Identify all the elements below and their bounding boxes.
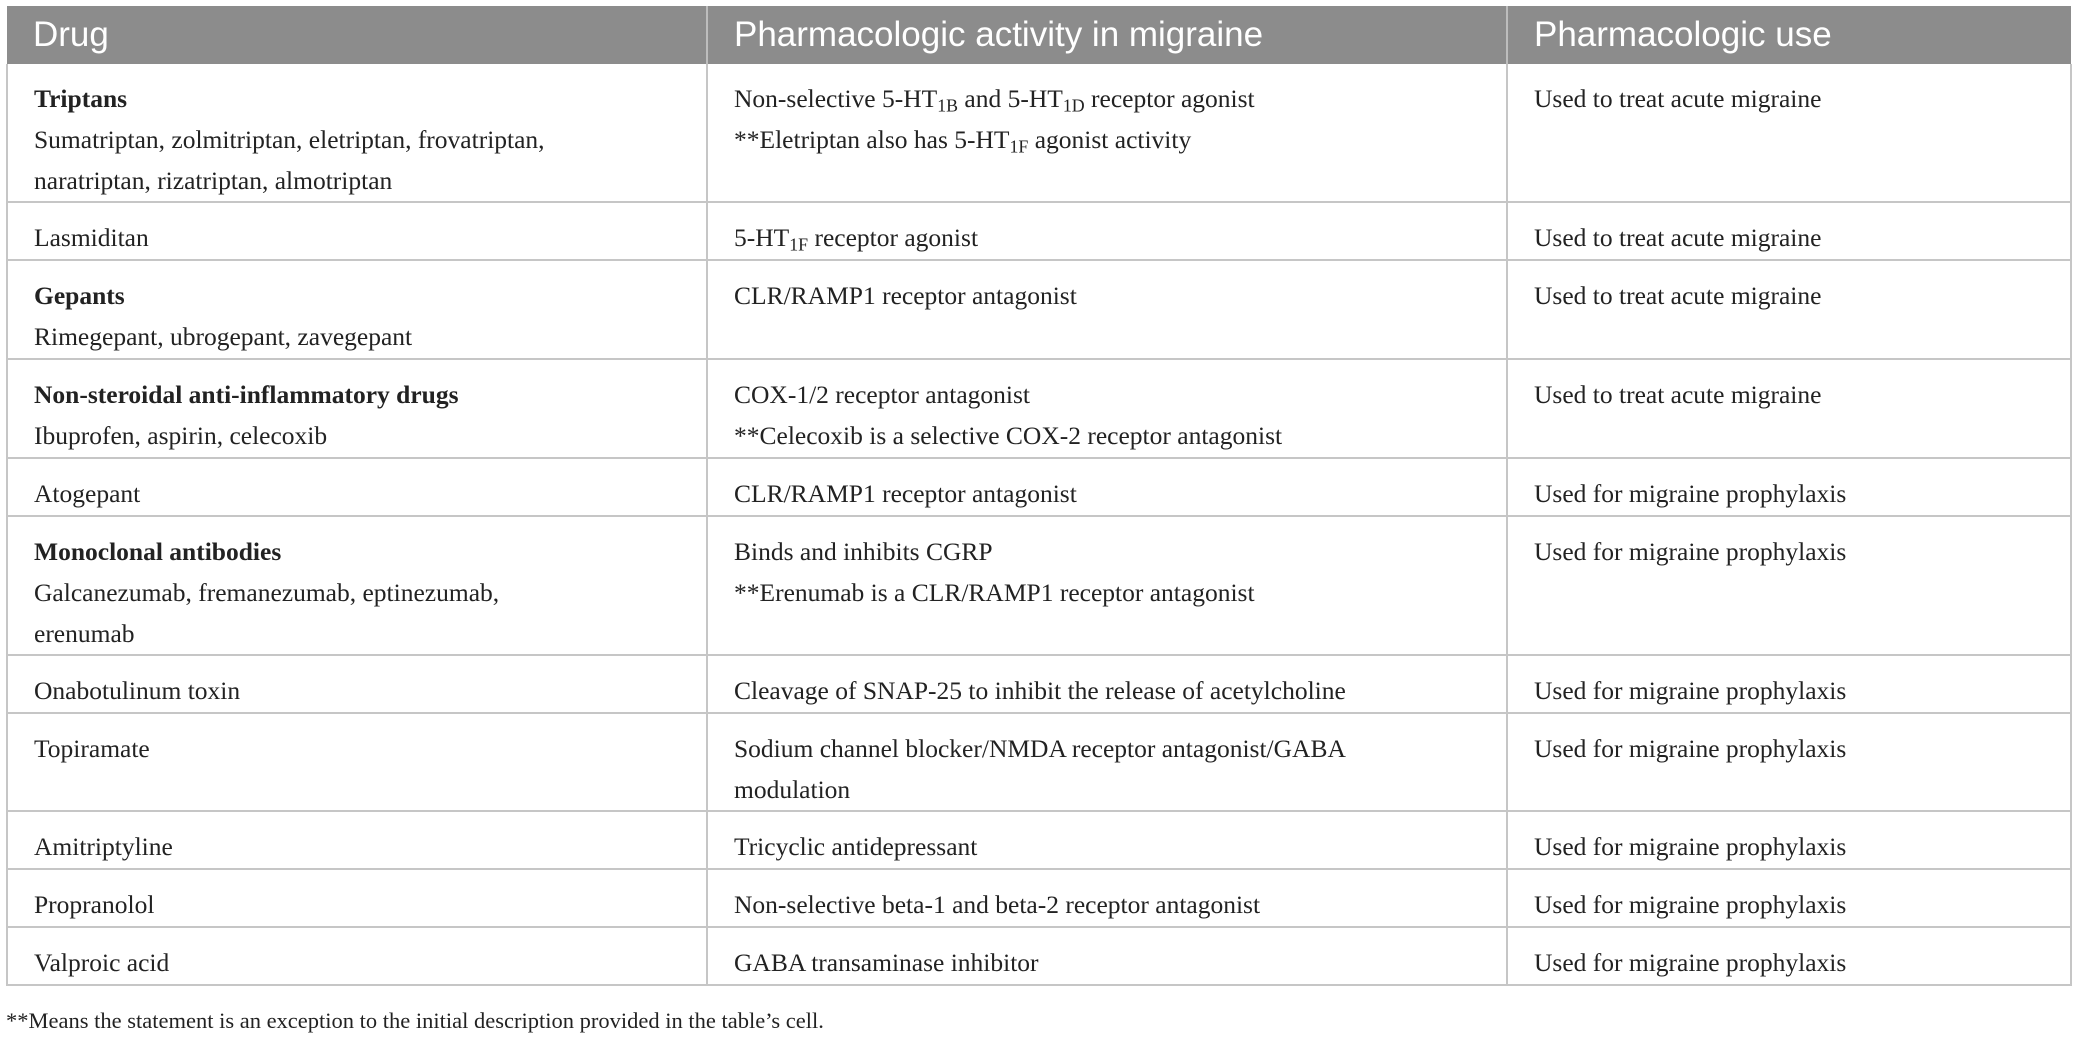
drug-class-title: Gepants	[34, 281, 125, 310]
drug-cell: Atogepant	[7, 458, 707, 516]
drug-cell: Onabotulinum toxin	[7, 655, 707, 713]
drug-class-title: Non-steroidal anti-inflammatory drugs	[34, 380, 459, 409]
drug-cell	[7, 359, 707, 458]
activity-cell: Non-selective beta-1 and beta-2 receptor antagonist	[707, 869, 1507, 927]
drug-class-members: Sumatriptan, zolmitriptan, eletriptan, frovatriptan,	[34, 125, 545, 154]
drug-cell: Valproic acid	[7, 927, 707, 985]
table-footnote: **Means the statement is an exception to the initial description provided in the table’s cell.	[6, 1008, 824, 1033]
activity-line: Non-selective $5-HT_{1B}$ and $5-HT_{1D}$ receptor agonist	[734, 84, 1255, 116]
use-cell: Used to treat acute migraine	[1507, 64, 2071, 202]
table-row	[7, 260, 2071, 359]
activity-cell: CLR/RAMP1 receptor antagonist	[707, 458, 1507, 516]
drug-cell: Propranolol	[7, 869, 707, 927]
table-row	[7, 811, 2071, 869]
use-cell: Used to treat acute migraine	[1507, 202, 2071, 260]
drug-cell: Amitriptyline	[7, 811, 707, 869]
use-cell: Used for migraine prophylaxis	[1507, 927, 2071, 985]
header-row	[7, 6, 2071, 64]
table-header	[7, 6, 2071, 64]
table-row	[7, 359, 2071, 458]
activity-exception-line: **Celecoxib is a selective COX-2 receptor antagonist	[734, 421, 1283, 450]
activity-cell: Tricyclic antidepressant	[707, 811, 1507, 869]
activity-cell	[707, 359, 1507, 458]
use-cell: Used to treat acute migraine	[1507, 359, 2071, 458]
activity-line: COX-1/2 receptor antagonist	[734, 380, 1031, 409]
activity-line: Sodium channel blocker/NMDA receptor antagonist/GABA	[734, 734, 1346, 763]
drug-cell	[7, 64, 707, 202]
table-row	[7, 202, 2071, 260]
table-row	[7, 516, 2071, 655]
drug-cell	[7, 260, 707, 359]
use-cell: Used for migraine prophylaxis	[1507, 713, 2071, 811]
activity-cell	[707, 516, 1507, 655]
activity-line: modulation	[734, 775, 851, 804]
table-row	[7, 713, 2071, 811]
activity-line: Binds and inhibits CGRP	[734, 537, 993, 566]
activity-cell: Cleavage of SNAP-25 to inhibit the release of acetylcholine	[707, 655, 1507, 713]
migraine-drug-table	[6, 6, 2072, 986]
activity-cell	[707, 64, 1507, 202]
drug-class-members: Galcanezumab, fremanezumab, eptinezumab,	[34, 578, 500, 607]
table-row	[7, 64, 2071, 202]
use-cell: Used for migraine prophylaxis	[1507, 516, 2071, 655]
table-row	[7, 927, 2071, 985]
use-cell: Used for migraine prophylaxis	[1507, 458, 2071, 516]
activity-line: CLR/RAMP1 receptor antagonist	[734, 281, 1077, 310]
activity-exception-line: **Erenumab is a CLR/RAMP1 receptor antagonist	[734, 578, 1255, 607]
drug-class-members: erenumab	[34, 619, 135, 648]
drug-class-title: Monoclonal antibodies	[34, 537, 282, 566]
header-activity: Pharmacologic activity in migraine	[707, 6, 1507, 64]
use-cell: Used for migraine prophylaxis	[1507, 869, 2071, 927]
table-row	[7, 655, 2071, 713]
use-cell: Used to treat acute migraine	[1507, 260, 2071, 359]
drug-cell	[7, 516, 707, 655]
table-body	[7, 64, 2071, 985]
use-cell: Used for migraine prophylaxis	[1507, 655, 2071, 713]
header-use: Pharmacologic use	[1507, 6, 2071, 64]
drug-cell: Topiramate	[7, 713, 707, 811]
drug-class-members: naratriptan, rizatriptan, almotriptan	[34, 166, 393, 195]
drug-class-title: Triptans	[34, 84, 128, 113]
drug-class-members: Ibuprofen, aspirin, celecoxib	[34, 421, 328, 450]
activity-cell	[707, 260, 1507, 359]
use-cell: Used for migraine prophylaxis	[1507, 811, 2071, 869]
table-row	[7, 458, 2071, 516]
header-drug: Drug	[7, 6, 707, 64]
drug-cell: Lasmiditan	[7, 202, 707, 260]
table-row	[7, 869, 2071, 927]
activity-cell	[707, 713, 1507, 811]
activity-cell: GABA transaminase inhibitor	[707, 927, 1507, 985]
activity-cell: $5-HT_{1F}$ receptor agonist	[707, 202, 1507, 260]
activity-exception-line: **Eletriptan also has $5-HT_{1F}$ agonist activity	[734, 125, 1192, 157]
drug-table-container	[6, 6, 2070, 986]
drug-class-members: Rimegepant, ubrogepant, zavegepant	[34, 322, 413, 351]
